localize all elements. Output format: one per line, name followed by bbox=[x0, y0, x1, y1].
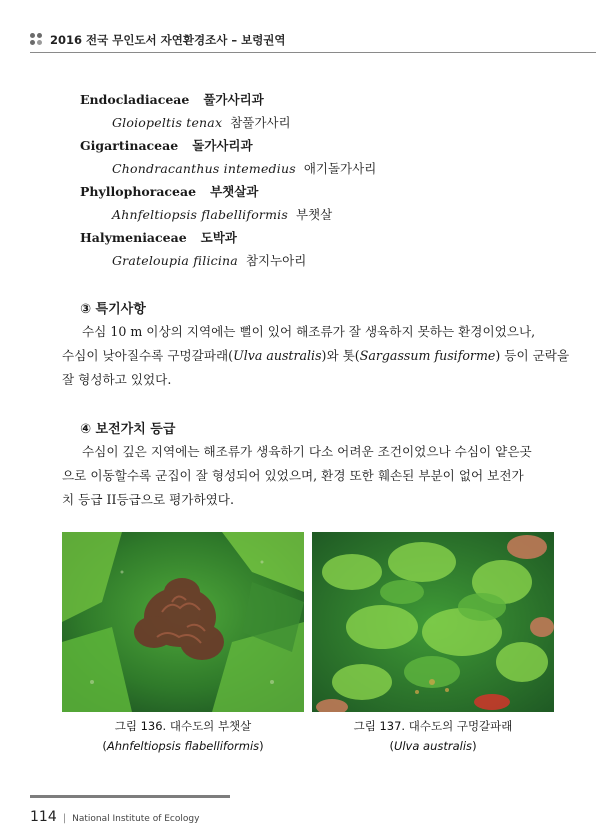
paragraph-line bbox=[62, 344, 570, 368]
family-name: Gigartinaceae bbox=[80, 138, 179, 153]
scientific-name: Sargassum fusiforme bbox=[359, 348, 496, 363]
seaweed-photo-ahnfeltiopsis bbox=[62, 532, 304, 712]
text-span: ) 등이 군락을 bbox=[495, 348, 570, 363]
family-row bbox=[80, 134, 560, 157]
species-row bbox=[80, 249, 560, 272]
family-row bbox=[80, 226, 560, 249]
seaweed-photo-ulva bbox=[312, 532, 554, 712]
family-name-ko: 부챗살과 bbox=[210, 184, 259, 199]
species-name-ko: 참지누아리 bbox=[245, 253, 307, 268]
scientific-name: Ulva australis bbox=[233, 348, 322, 363]
header-rule bbox=[30, 52, 596, 53]
footer-separator: | bbox=[62, 813, 67, 824]
family-name-ko: 돌가사리과 bbox=[192, 138, 253, 153]
page-number: 114 bbox=[30, 809, 57, 825]
page-header bbox=[30, 28, 596, 52]
species-name: Gloiopeltis tenax bbox=[112, 115, 223, 130]
species-row bbox=[80, 157, 560, 180]
figure-caption-137: 그림 137. 대수도의 구멍갈파래 bbox=[353, 719, 513, 733]
figure-caption-136: 그림 136. 대수도의 부챗살 bbox=[114, 719, 252, 733]
family-name: Endocladiaceae bbox=[80, 92, 190, 107]
paragraph-conservation-grade bbox=[62, 440, 560, 512]
family-row bbox=[80, 180, 560, 203]
page-footer bbox=[30, 806, 199, 825]
text-span: 수심이 낮아질수록 구멍갈파래( bbox=[62, 348, 234, 363]
paragraph-line: 치 등급 II등급으로 평가하였다. bbox=[62, 492, 234, 507]
family-name-ko: 풀가사리과 bbox=[203, 92, 264, 107]
family-name: Halymeniaceae bbox=[80, 230, 187, 245]
header-title: 2016 전국 무인도서 자연환경조사 – 보령권역 bbox=[50, 33, 286, 47]
institute-name: National Institute of Ecology bbox=[72, 814, 200, 824]
paragraph-line: 으로 이동할수록 군집이 잘 형성되어 있었으며, 환경 또한 훼손된 부분이 없어 보전가 bbox=[62, 468, 524, 483]
family-name: Phyllophoraceae bbox=[80, 184, 197, 199]
paragraph-line: 수심 10 m 이상의 지역에는 뻘이 있어 해조류가 잘 생육하지 못하는 환경이었으나, bbox=[82, 324, 536, 339]
family-name-ko: 도박과 bbox=[200, 230, 237, 245]
species-name-ko: 애기돌가사리 bbox=[303, 161, 377, 176]
section-heading-conservation-grade: ④ 보전가치 등급 bbox=[80, 422, 176, 437]
section-heading-special-notes: ③ 특기사항 bbox=[80, 302, 146, 317]
species-row bbox=[80, 111, 560, 134]
family-row bbox=[80, 88, 560, 111]
scientific-name: Ulva australis bbox=[393, 739, 473, 753]
figure-caption-136-sci: (Ahnfeltiopsis flabelliformis) bbox=[102, 739, 264, 753]
scientific-name: Ahnfeltiopsis flabelliformis bbox=[106, 739, 260, 753]
species-row bbox=[80, 203, 560, 226]
species-name: Grateloupia filicina bbox=[112, 253, 238, 268]
species-name-ko: 참풀가사리 bbox=[230, 115, 291, 130]
taxonomy-list bbox=[80, 88, 560, 272]
text-span: )와 톳( bbox=[321, 348, 360, 363]
paragraph-special-notes bbox=[62, 320, 570, 392]
paragraph-line: 수심이 깊은 지역에는 해조류가 생육하기 다소 어려운 조건이었으나 수심이 얕은곳 bbox=[82, 444, 532, 459]
species-name: Chondracanthus intemedius bbox=[112, 161, 296, 176]
footer-rule bbox=[30, 795, 230, 798]
header-dots-icon bbox=[30, 33, 44, 47]
paragraph-line: 잘 형성하고 있었다. bbox=[62, 372, 172, 387]
species-name-ko: 부챗살 bbox=[295, 207, 333, 222]
figure-caption-137-sci: (Ulva australis) bbox=[389, 739, 477, 753]
species-name: Ahnfeltiopsis flabelliformis bbox=[112, 207, 288, 222]
